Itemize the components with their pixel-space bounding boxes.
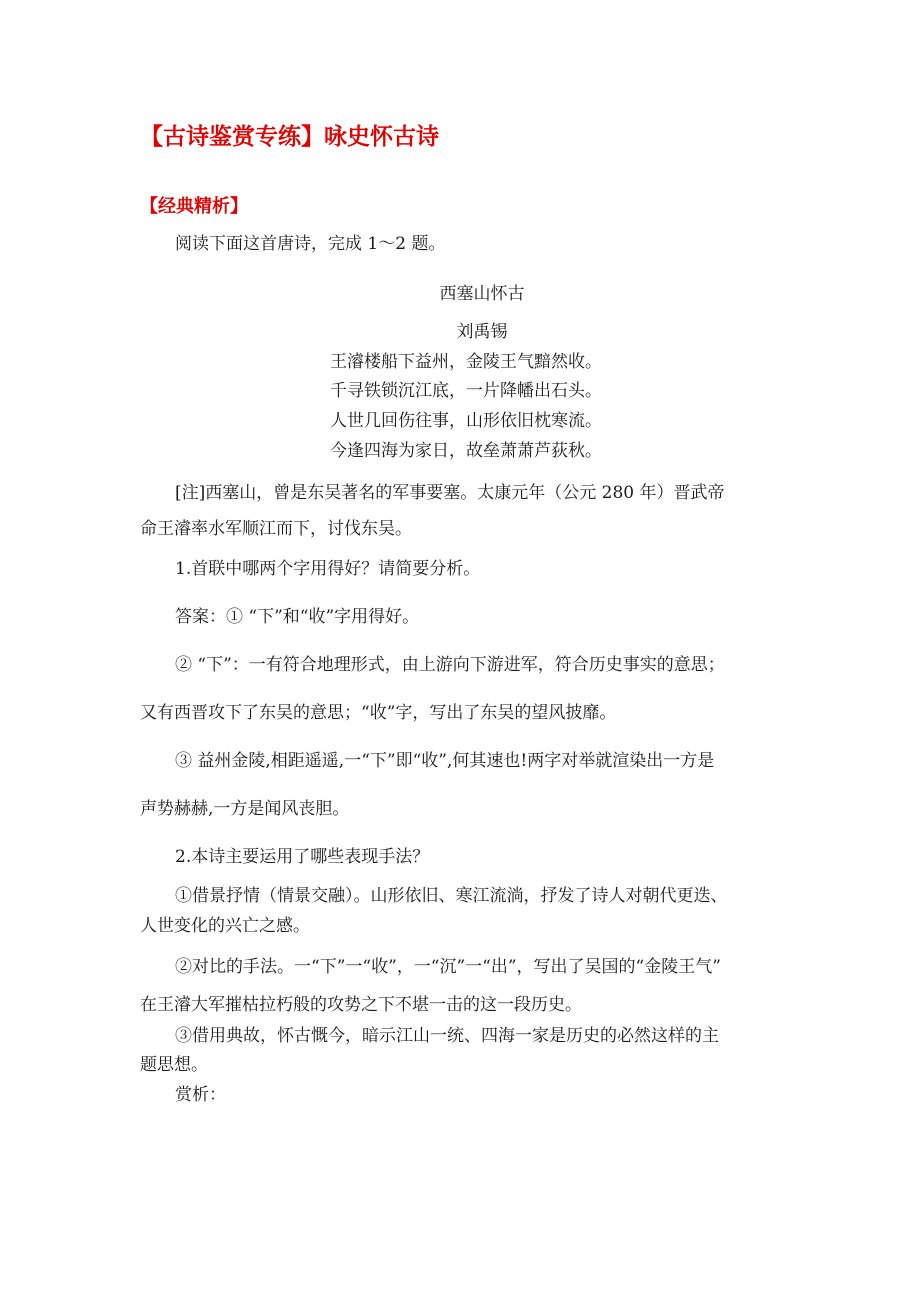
appreciation-label: 赏析： — [175, 1085, 226, 1105]
poem-line: 人世几回伤往事，山形依旧枕寒流。 — [330, 411, 602, 431]
answer-point: 声势赫赫,一方是闻风丧胆。 — [140, 799, 350, 819]
poem-line: 今逢四海为家日，故垒萧萧芦荻秋。 — [330, 441, 602, 461]
answer-point: 又有西晋攻下了东吴的意思；“收”字，写出了东吴的望风披靡。 — [140, 703, 617, 723]
document-title: 【古诗鉴赏专练】咏史怀古诗 — [140, 124, 439, 150]
answer-intro: 答案：① “下”和“收”字用得好。 — [175, 607, 420, 627]
poem-author: 刘禹锡 — [456, 322, 508, 342]
answer-point: 题思想。 — [140, 1055, 208, 1075]
answer-point: ② “下”：一有符合地理形式，由上游向下游进军，符合历史事实的意思； — [175, 655, 725, 675]
poem-line: 千寻铁锁沉江底，一片降幡出石头。 — [330, 381, 602, 401]
note-line: [注]西塞山，曾是东吴著名的军事要塞。太康元年（公元 280 年）晋武帝 — [175, 483, 725, 503]
note-line: 命王濬率水军顺江而下，讨伐东吴。 — [140, 519, 412, 539]
section-heading: 【经典精析】 — [140, 196, 248, 217]
answer-point: ①借景抒情（情景交融）。山形依旧、寒江流淌，抒发了诗人对朝代更迭、 — [175, 886, 728, 906]
answer-point: ③借用典故，怀古慨今，暗示江山一统、四海一家是历史的必然这样的主 — [175, 1026, 719, 1046]
poem-line: 王濬楼船下益州，金陵王气黯然收。 — [330, 352, 602, 372]
question-2: 2.本诗主要运用了哪些表现手法？ — [175, 847, 430, 867]
answer-point: ②对比的手法。一“下”一“收”，一“沉”一“出”，写出了吴国的“金陵王气” — [175, 957, 721, 977]
answer-point: ③ 益州金陵,相距遥遥,一“下”即“收”,何其速也!两字对举就渲染出一方是 — [175, 751, 715, 771]
question-1: 1.首联中哪两个字用得好？请简要分析。 — [175, 559, 481, 579]
poem-title: 西塞山怀古 — [439, 284, 525, 304]
answer-point: 人世变化的兴亡之感。 — [140, 916, 310, 936]
answer-point: 在王濬大军摧枯拉朽般的攻势之下不堪一击的这一段历史。 — [140, 995, 582, 1015]
intro-text: 阅读下面这首唐诗，完成 1～2 题。 — [175, 234, 446, 254]
